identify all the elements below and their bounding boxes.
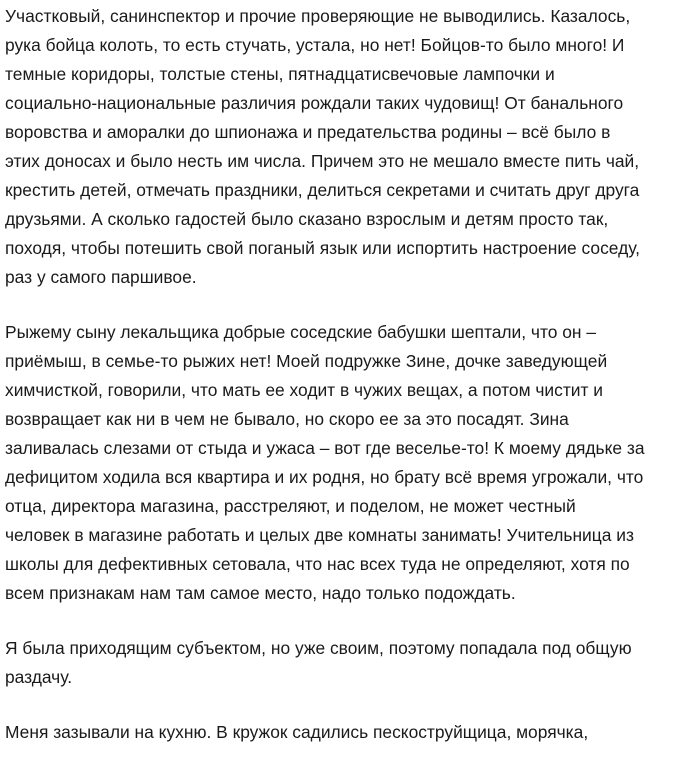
text-line: возвращает как ни в чем не бывало, но скоро ее за это посадят. Зина — [5, 409, 569, 429]
text-line: человек в магазине работать и целых две комнаты занимать! Учительница из — [5, 525, 634, 545]
text-line: раздачу. — [5, 667, 73, 687]
text-line: этих доносах и было несть им числа. Причем это не мешало вместе пить чай, — [5, 151, 640, 171]
text-line: Меня зазывали на кухню. В кружок садились пескоструйщица, морячка, — [5, 722, 589, 742]
text-line: социально-национальные различия рождали таких чудовищ! От банального — [5, 93, 624, 113]
text-line: школы для дефективных сетовала, что нас всех туда не определяют, хотя по — [5, 554, 630, 574]
text-line: Я была приходящим субъектом, но уже своим, поэтому попадала под общую — [5, 638, 632, 658]
text-line: крестить детей, отмечать праздники, делиться секретами и считать друг друга — [5, 180, 640, 200]
text-line: раз у самого паршивое. — [5, 267, 197, 287]
paragraph-4 — [5, 716, 695, 747]
text-line: рука бойца колоть, то есть стучать, устала, но нет! Бойцов-то было много! И — [5, 35, 625, 55]
text-line: темные коридоры, толстые стены, пятнадцатисвечовые лампочки и — [5, 64, 555, 84]
text-line: приёмыш, в семье-то рыжих нет! Моей подружке Зине, дочке заведующей — [5, 351, 608, 371]
text-line: Рыжему сыну лекальщика добрые соседские бабушки шептали, что он – — [5, 322, 597, 342]
text-line: друзьями. А сколько гадостей было сказано взрослым и детям просто так, — [5, 209, 609, 229]
text-line: всем признакам нам там самое место, надо только подождать. — [5, 583, 516, 603]
text-line: химчисткой, говорили, что мать ее ходит в чужих вещах, а потом чистит и — [5, 380, 604, 400]
text-line: походя, чтобы потешить свой поганый язык или испортить настроение соседу, — [5, 238, 641, 258]
article-body — [5, 0, 695, 771]
text-line: дефицитом ходила вся квартира и их родня, но брату всё время угрожали, что — [5, 467, 644, 487]
text-line: заливалась слезами от стыда и ужаса – вот где веселье-то! К моему дядьке за — [5, 438, 645, 458]
text-line: воровства и аморалки до шпионажа и предательства родины – всё было в — [5, 122, 611, 142]
paragraph-3 — [5, 632, 695, 692]
paragraph-2 — [5, 316, 695, 608]
paragraph-1 — [5, 0, 695, 292]
text-line: Участковый, санинспектор и прочие проверяющие не выводились. Казалось, — [5, 6, 631, 26]
text-line: отца, директора магазина, расстреляют, и поделом, не может честный — [5, 496, 576, 516]
